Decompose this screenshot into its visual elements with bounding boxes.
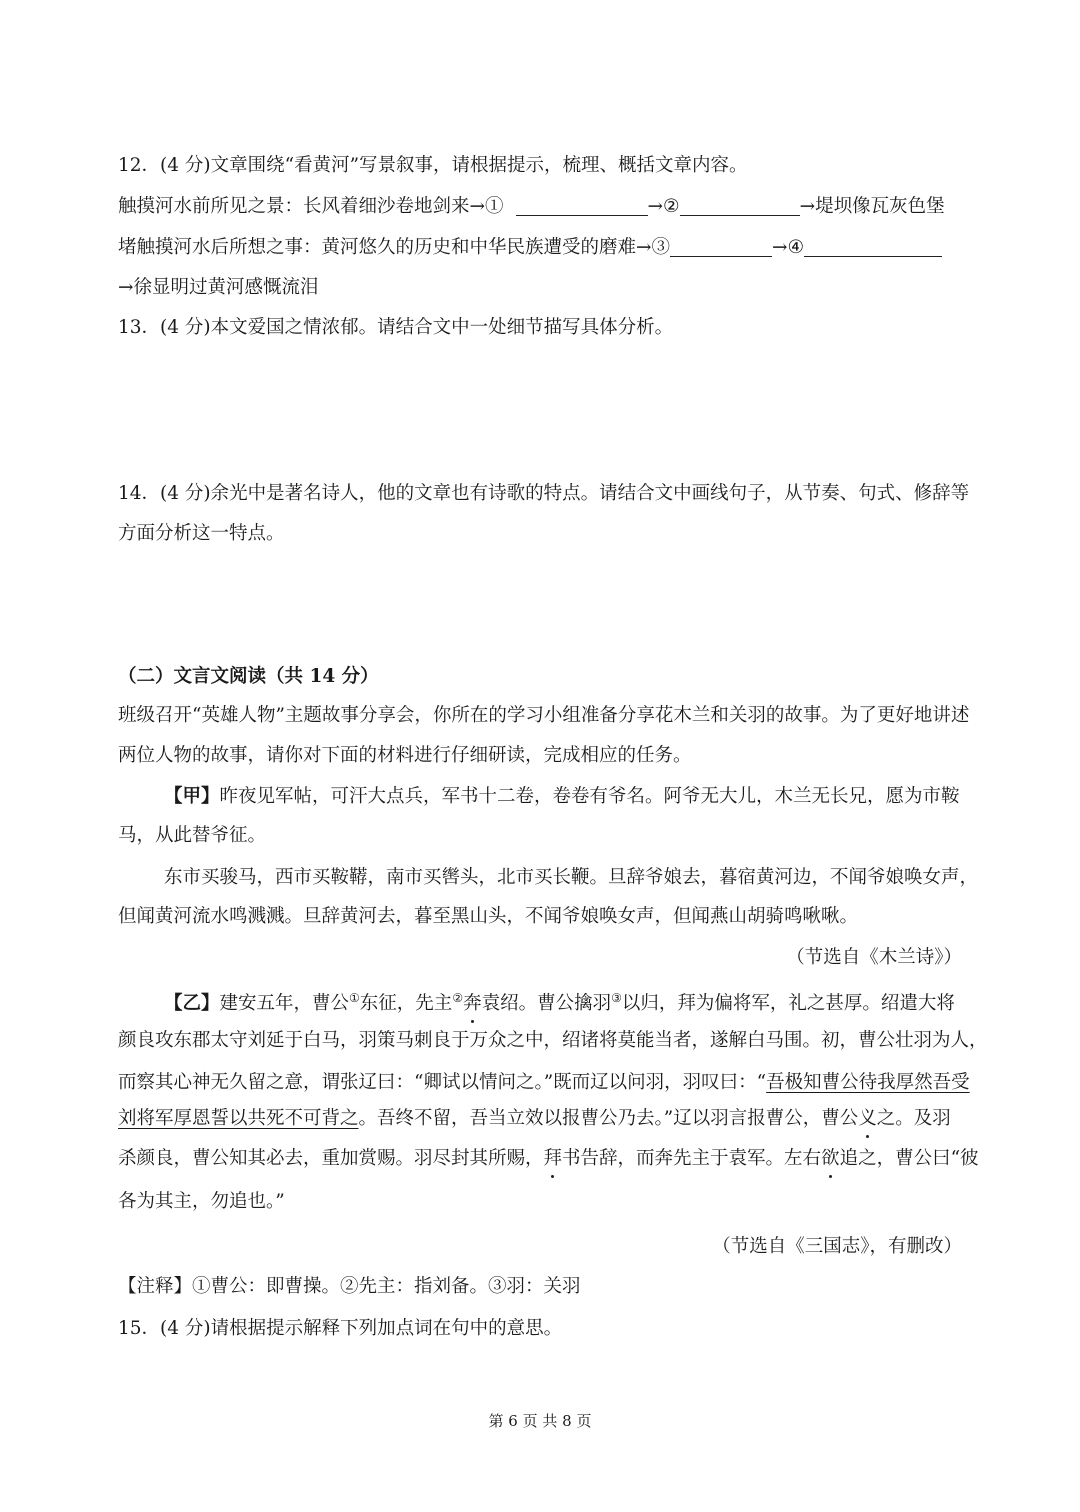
dotted-word-ben: 奔 [463,990,482,1018]
passage-yi-text: 。吾终不留，吾当立效以报曹公乃去。”辽以羽言报曹公，曹公 [358,1108,859,1129]
passage-yi-line-4 [118,1105,951,1133]
question-12-line-1 [118,193,945,221]
passage-jia-source: （节选自《木兰诗》） [786,947,962,968]
question-15: 15．(4 分)请根据提示解释下列加点词在句中的意思。 [118,1318,563,1339]
question-12-line-2 [118,234,942,262]
passage-yi-line-6: 各为其主，勿追也。” [118,1191,285,1212]
question-12-stem: 12．(4 分)文章围绕“看黄河”写景叙事，请根据提示，梳理、概括文章内容。 [118,155,748,176]
underlined-sentence: 吾极知曹公待我厚然吾受 [766,1072,970,1093]
underlined-sentence: 刘将军厚恩誓以共死不可背之 [118,1108,359,1129]
page-footer: 第 6 页 共 8 页 [488,1412,592,1430]
section-heading: （二）文言文阅读（共 14 分） [118,666,379,687]
passage-yi-line-5 [118,1145,979,1173]
passage-yi-label: 【乙】 [164,993,220,1015]
section-intro-2: 两位人物的故事，请你对下面的材料进行仔细研读，完成相应的任务。 [118,745,692,766]
passage-yi-text: 袁绍。曹公擒羽 [481,993,612,1015]
q12-arrow-4: →④ [772,237,805,258]
dotted-word-yi: 义 [858,1105,877,1133]
annotation-notes: 【注释】①曹公：即曹操。②先主：指刘备。③羽：关羽 [118,1276,581,1297]
passage-yi-text: 而察其心神无久留之意，谓张辽曰：“卿试以情问之。”既而辽以问羽，羽叹曰：“ [118,1072,767,1093]
passage-jia-text-1: 昨夜见军帖，可汗大点兵，军书十二卷，卷卷有爷名。阿爷无大儿，木兰无长兄，愿为市鞍 [219,786,960,807]
passage-yi-text: 以归，拜为偏将军，礼之甚厚。绍遣大将 [621,993,955,1015]
note-marker-1: ① [349,991,360,1005]
passage-yi-line-1 [164,984,955,1018]
passage-yi-text: 东征，先主 [359,993,453,1015]
q12-tail-1: →堤坝像瓦灰色堡 [799,196,945,217]
note-marker-2: ② [452,991,464,1005]
dotted-word-yu: 欲 [821,1145,840,1173]
passage-yi-line-3 [118,1069,970,1097]
passage-yi-source: （节选自《三国志》，有删改） [712,1236,962,1257]
passage-jia-line-4: 但闻黄河流水鸣溅溅。旦辞黄河去，暮至黑山头，不闻爷娘唤女声，但闻燕山胡骑鸣啾啾。 [118,906,859,927]
question-12-line-3: →徐显明过黄河感慨流泪 [118,277,319,298]
answer-blank-4[interactable] [804,236,942,257]
passage-jia-line-3: 东市买骏马，西市买鞍鞯，南市买辔头，北市买长鞭。旦辞爷娘去，暮宿黄河边，不闻爷娘唤女声， [164,867,979,888]
passage-yi-text: 建安五年，曹公 [219,993,350,1015]
q12-arrow-2: →② [647,196,680,217]
answer-blank-3[interactable] [670,236,772,257]
passage-jia-label: 【甲】 [164,786,220,807]
passage-yi-text: 追之，曹公曰“彼 [839,1148,979,1169]
passage-yi-text: 书告辞，而奔先主于袁军。左右 [562,1148,822,1169]
question-13: 13．(4 分)本文爱国之情浓郁。请结合文中一处细节描写具体分析。 [118,317,674,338]
question-14-line-2: 方面分析这一特点。 [118,523,285,544]
note-marker-3: ③ [611,991,622,1005]
passage-yi-text: 之。及羽 [876,1108,951,1129]
answer-blank-2[interactable] [680,195,800,216]
passage-jia-line-1 [164,783,960,811]
passage-yi-text: 杀颜良，曹公知其必去，重加赏赐。羽尽封其所赐， [118,1148,544,1169]
dotted-word-bai: 拜 [544,1145,563,1173]
section-intro-1: 班级召开“英雄人物”主题故事分享会，你所在的学习小组准备分享花木兰和关羽的故事。为了更好地讲述 [118,705,970,726]
q12-prompt-1: 触摸河水前所见之景：长风着细沙卷地剑来→① [118,196,504,217]
question-14-line-1: 14．(4 分)余光中是著名诗人，他的文章也有诗歌的特点。请结合文中画线句子，从节奏、句式、修辞等 [118,483,970,504]
passage-jia-line-2: 马，从此替爷征。 [118,825,267,846]
q12-prompt-2: 堵触摸河水后所想之事：黄河悠久的历史和中华民族遭受的磨难→③ [118,237,671,258]
answer-blank-1[interactable] [516,195,648,216]
passage-yi-line-2: 颜良攻东郡太守刘延于白马，羽策马刺良于万众之中，绍诸将莫能当者，遂解白马围。初，曹公壮羽为人， [118,1030,988,1051]
